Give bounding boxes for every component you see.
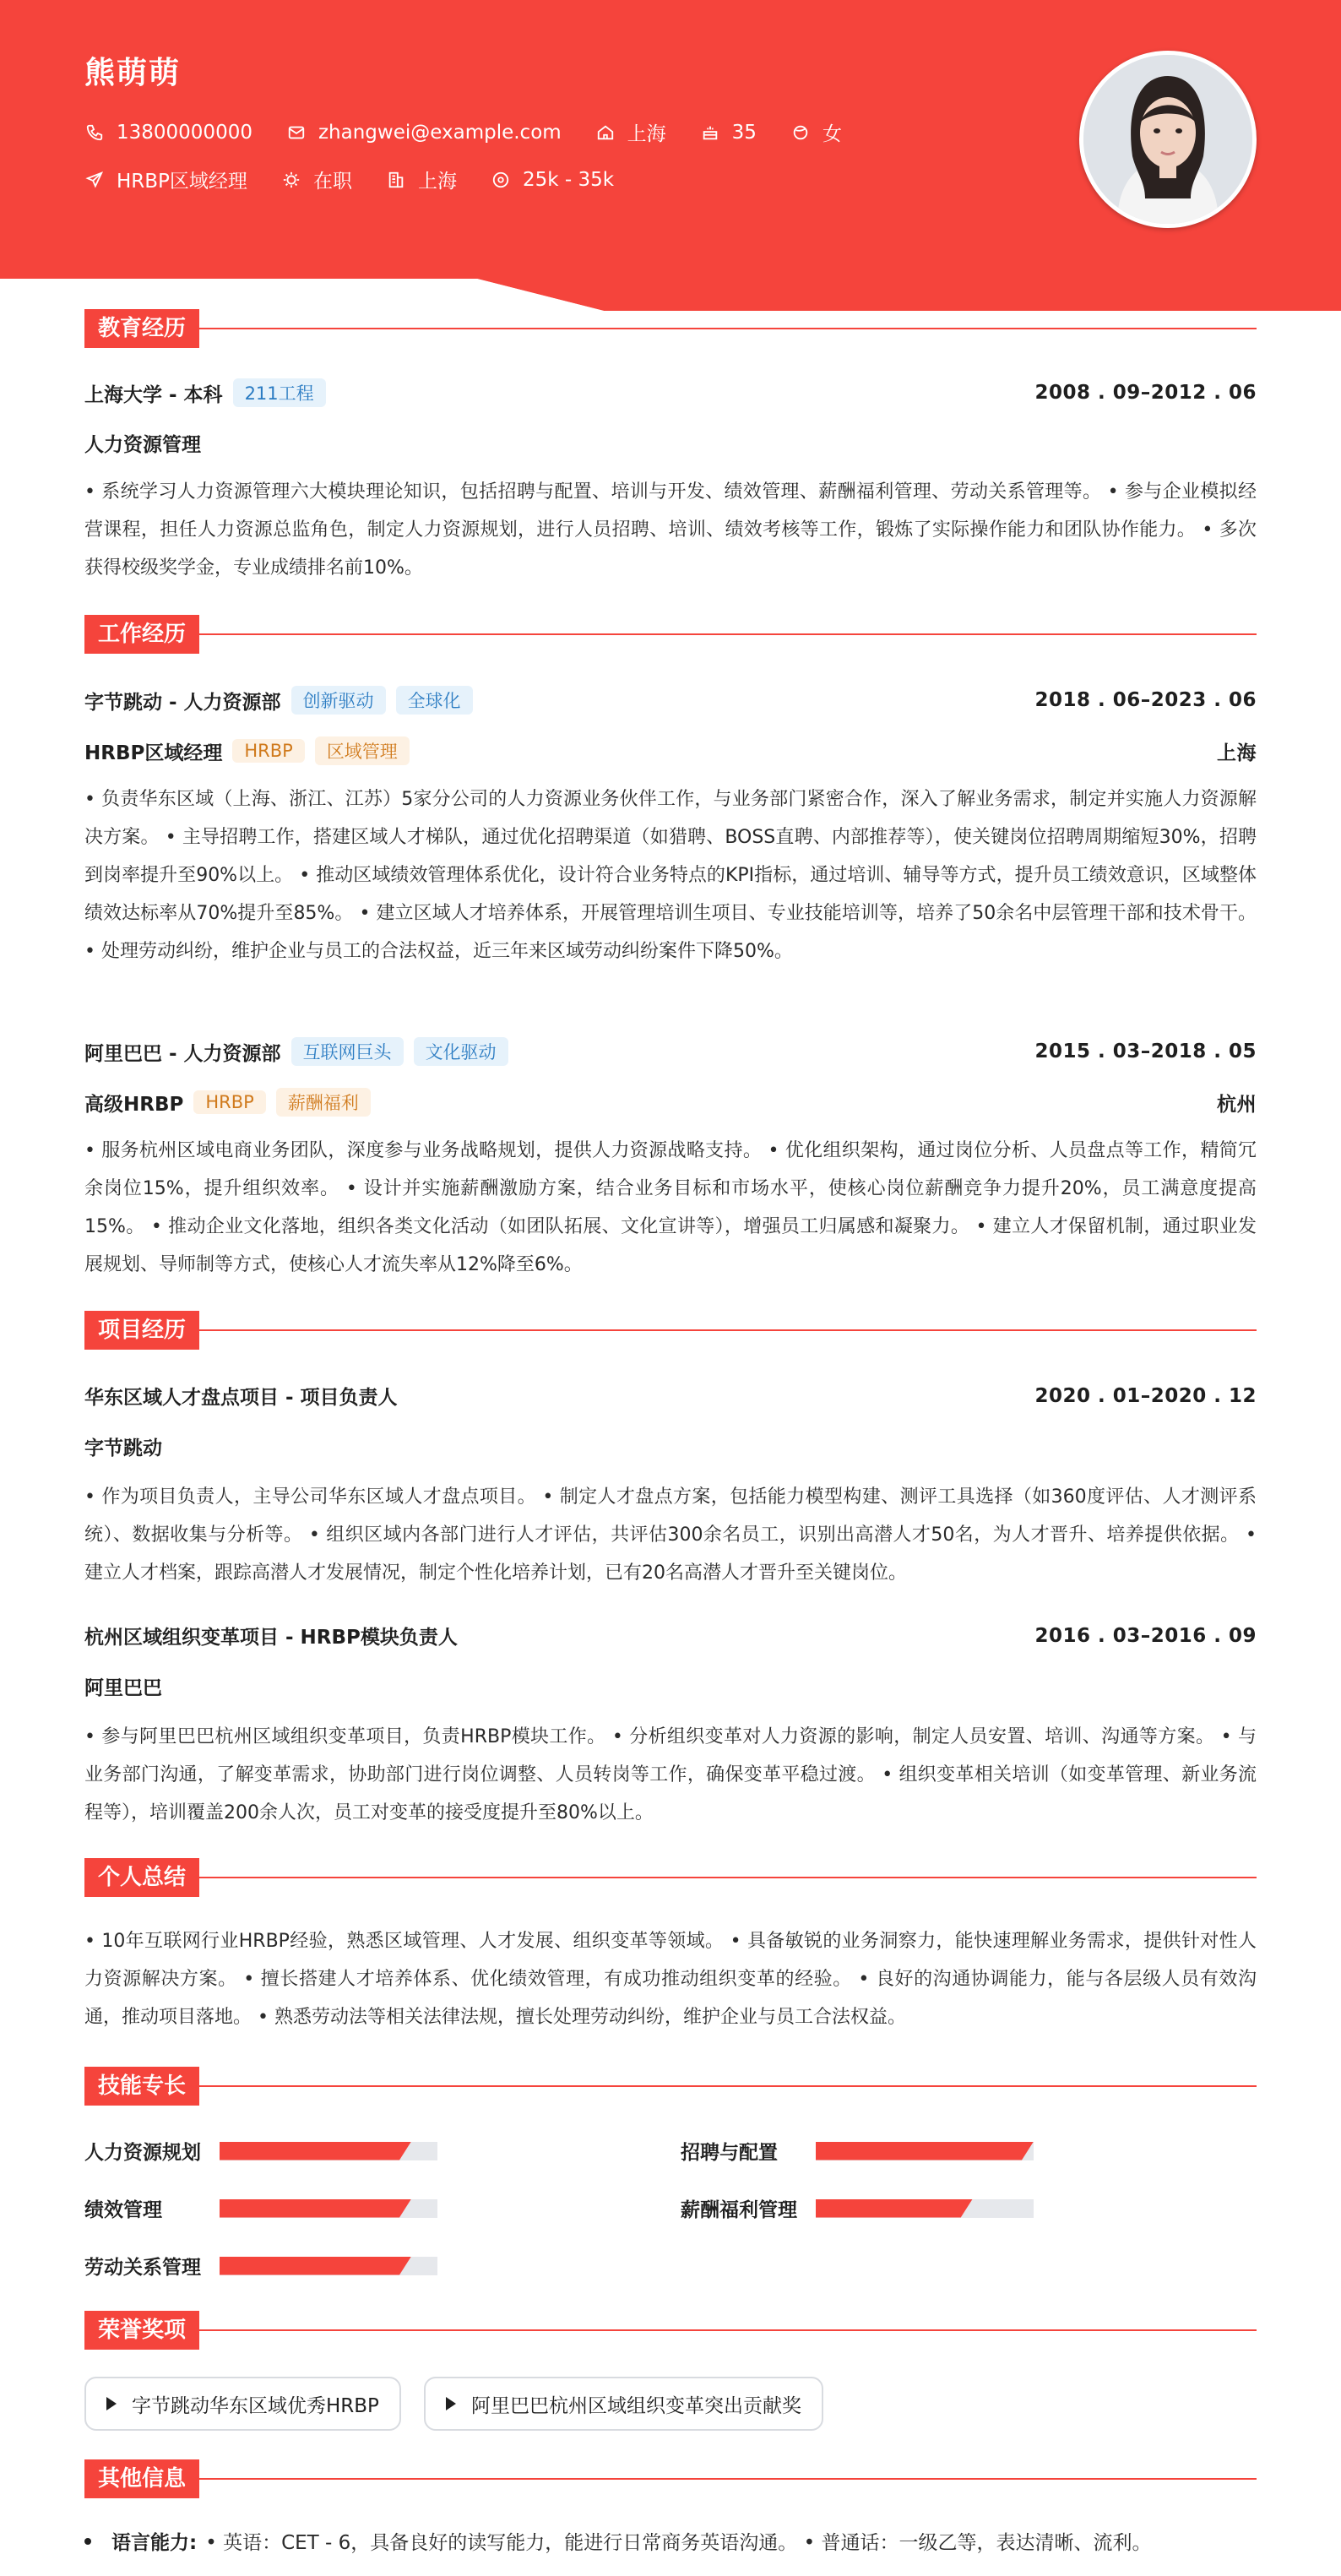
section-title-text: 其他信息 [84,2459,199,2498]
resume-header [0,0,1341,312]
project-company-row [84,1432,1257,1460]
role-tag: 区域管理 [315,736,410,765]
section-divider [199,1877,1257,1878]
job-date: 2015 . 03–2018 . 05 [1034,1041,1257,1062]
section-title-text: 项目经历 [84,1311,199,1350]
salary-text: 25k - 35k [522,168,615,191]
section-divider [199,328,1257,329]
role-tag: HRBP [232,739,304,763]
skill-bar [220,2257,437,2275]
email-text: zhangwei@example.com [318,121,562,144]
age-text: 35 [731,121,757,144]
role-tag: HRBP [193,1090,265,1114]
email-item [286,122,562,144]
company-tag: 创新驱动 [291,686,386,715]
gender-text: 女 [822,123,842,145]
section-title-text: 教育经历 [84,309,199,348]
education-date: 2008 . 09–2012 . 06 [1034,382,1257,404]
section-projects [84,1311,1257,1350]
phone-text: 13800000000 [117,121,252,144]
honor-item [424,2377,823,2431]
section-title-text: 荣誉奖项 [84,2311,199,2350]
gender-item [790,118,842,146]
job-role: 高级HRBP [84,1093,184,1116]
company-name: 字节跳动 - 人力资源部 [84,691,281,714]
status-icon [281,170,301,190]
project-name: 杭州区域组织变革项目 - HRBP模块负责人 [84,1627,458,1649]
honor-text: 阿里巴巴杭州区域组织变革突出贡献奖 [471,2394,801,2417]
avatar [1079,51,1257,228]
project-company: 字节跳动 [84,1437,162,1459]
section-education [84,309,1257,348]
skill-item [84,2194,437,2222]
job-header [84,686,1257,715]
job-date: 2018 . 06–2023 . 06 [1034,689,1257,711]
city-item [595,118,666,146]
status-item [281,166,352,193]
skill-name: 劳动关系管理 [84,2257,201,2279]
section-work [84,615,1257,654]
job-header [84,1037,1257,1066]
project-description: • 参与阿里巴巴杭州区域组织变革项目，负责HRBP模块工作。 • 分析组织变革对人力资源的影响，制定人员安置、培训、沟通等方案。 • 与业务部门沟通，了解变革需求，协助部门进行岗位调整、人员转岗等工作，确保变革平稳过渡。 • 组织变革相关培训（如变革管理、新业务流程等），培训覆盖200余人次，员工对变革的接受度提升至80%以上。 [84,1726,1257,1823]
section-summary [84,1858,1257,1897]
project-header [84,1382,1257,1410]
skill-bar-fill [220,2199,411,2218]
section-divider [199,2478,1257,2480]
skill-item [84,2137,437,2165]
skill-name: 绩效管理 [84,2199,162,2221]
skill-name: 人力资源规划 [84,2142,201,2164]
project-description: • 作为项目负责人，主导公司华东区域人才盘点项目。 • 制定人才盘点方案，包括能力模型构建、测评工具选择（如360度评估、人才测评系统）、数据收集与分析等。 • 组织区域内各部门进行人才评估，共评估300余名员工，识别出高潜人才50名，为人才晋升、培养提供依据。 • 建立人才档案，跟踪高潜人才发展情况，制定个性化培养计划，已有20名高潜人才晋升至关键岗位。 [84,1486,1257,1584]
work-city-item [386,166,457,193]
section-honors [84,2311,1257,2350]
section-title-text: 技能专长 [84,2067,199,2106]
job-description: • 服务杭州区域电商业务团队，深度参与业务战略规划，提供人力资源战略支持。 • 优化组织架构，通过岗位分析、人员盘点等工作，精简冗余岗位15%，提升组织效率。 • 设计并实施薪酬激励方案，结合业务目标和市场水平，使核心岗位薪酬竞争力提升20%，员工满意度提高15%。 • 推动企业文化落地，组织各类文化活动（如团队拓展、文化宣讲等），增强员工归属感和凝聚力。 • 建立人才保留机制，通过职业发展规划、导师制等方式，使核心人才流失率从12%降至6%。 [84,1140,1257,1275]
candidate-name: 熊萌萌 [84,56,182,90]
skill-bar [220,2142,437,2160]
skill-name: 招聘与配置 [681,2142,778,2164]
skill-bar [816,2199,1034,2218]
project-date: 2016 . 03–2016 . 09 [1034,1624,1257,1647]
cake-icon [700,122,720,143]
project-header [84,1622,1257,1649]
section-divider [199,1329,1257,1331]
skill-bar-fill [816,2142,1034,2160]
school-badge: 211工程 [233,378,326,407]
job-description: • 负责华东区域（上海、浙江、江苏）5家分公司的人力资源业务伙伴工作，与业务部门紧密合作，深入了解业务需求，制定并实施人力资源解决方案。 • 主导招聘工作，搭建区域人才梯队，通过优化招聘渠道（如猎聘、BOSS直聘、内部推荐等），使关键岗位招聘周期缩短30%，招聘到岗率提升至90%以上。 • 推动区域绩效管理体系优化，设计符合业务特点的KPI指标，通过培训、辅导等方式，提升员工绩效意识，区域整体绩效达标率从70%提升至85%。 • 建立区域人才培养体系，开展管理培训生项目、专业技能培训等，培养了50余名中层管理干部和技术骨干。 • 处理劳动纠纷，维护企业与员工的合法权益，近三年来区域劳动纠纷案件下降50%。 [84,789,1257,962]
status-text: 在职 [312,171,352,193]
salary-item [491,169,614,191]
phone-item [84,122,252,144]
section-divider [199,2085,1257,2087]
job-role: HRBP区域经理 [84,742,223,764]
education-major-row [84,429,1257,457]
summary-description: • 10年互联网行业HRBP经验，熟悉区域管理、人才发展、组织变革等领域。 • 具备敏锐的业务洞察力，能快速理解业务需求，提供针对性人力资源解决方案。 • 擅长搭建人才培养体系、优化绩效管理，有成功推动组织变革的经验。 • 良好的沟通协调能力，能与各层级人员有效沟通，推动项目落地。 • 熟悉劳动法等相关法律法规，擅长处理劳动纠纷，维护企业与员工合法权益。 [84,1931,1257,2028]
role-tag: 薪酬福利 [276,1088,371,1117]
job-role-row [84,1088,1257,1117]
skill-bar-fill [220,2257,411,2275]
position-text: HRBP区域经理 [117,171,247,193]
job-role-row [84,736,1257,765]
home-icon [595,122,616,143]
position-item [84,166,247,193]
section-title-text: 工作经历 [84,615,199,654]
work-city-text: 上海 [417,171,457,193]
phone-icon [84,122,105,143]
project-date: 2020 . 01–2020 . 12 [1034,1384,1257,1407]
gender-icon [790,122,811,143]
major-name: 人力资源管理 [84,434,201,456]
job-row [84,166,648,193]
section-divider [199,633,1257,635]
language-label: 语言能力: [111,2532,198,2554]
mail-icon [286,122,307,143]
skill-item [84,2252,437,2280]
language-value: • 英语：CET - 6，具备良好的读写能力，能进行日常商务英语沟通。 • 普通话：一级乙等，表达清晰、流利。 [205,2532,1152,2554]
school-name: 上海大学 - 本科 [84,383,223,406]
honor-item [84,2377,401,2431]
job-city: 上海 [1217,742,1257,764]
skill-bar [816,2142,1034,2160]
city-text: 上海 [627,123,666,145]
coin-icon [491,170,511,190]
play-icon [446,2397,456,2410]
section-divider [199,2329,1257,2331]
company-tag: 互联网巨头 [291,1037,404,1066]
skill-bar [220,2199,437,2218]
skill-name: 薪酬福利管理 [681,2199,797,2221]
contact-row [84,118,876,146]
project-company: 阿里巴巴 [84,1677,162,1699]
education-description: • 系统学习人力资源管理六大模块理论知识，包括招聘与配置、培训与开发、绩效管理、薪酬福利管理、劳动关系管理等。 • 参与企业模拟经营课程，担任人力资源总监角色，制定人力资源规划，进行人员招聘、培训、绩效考核等工作，锻炼了实际操作能力和团队协作能力。 • 多次获得校级奖学金，专业成绩排名前10%。 [84,481,1257,579]
section-skills [84,2067,1257,2106]
skill-item [681,2194,1034,2222]
age-item [700,122,757,144]
skill-bar-fill [220,2142,411,2160]
bullet-icon [84,2538,91,2545]
company-name: 阿里巴巴 - 人力资源部 [84,1042,281,1065]
section-other [84,2459,1257,2498]
company-tag: 文化驱动 [414,1037,508,1066]
language-row [84,2527,1257,2555]
skill-item [681,2137,1034,2165]
job-city: 杭州 [1217,1093,1257,1116]
section-title-text: 个人总结 [84,1858,199,1897]
skill-bar-fill [816,2199,973,2218]
building-icon [386,170,406,190]
honor-text: 字节跳动华东区域优秀HRBP [132,2394,379,2417]
send-icon [84,170,105,190]
education-header [84,378,1257,407]
project-company-row [84,1672,1257,1700]
play-icon [106,2397,117,2410]
company-tag: 全球化 [396,686,473,715]
project-name: 华东区域人才盘点项目 - 项目负责人 [84,1387,398,1409]
